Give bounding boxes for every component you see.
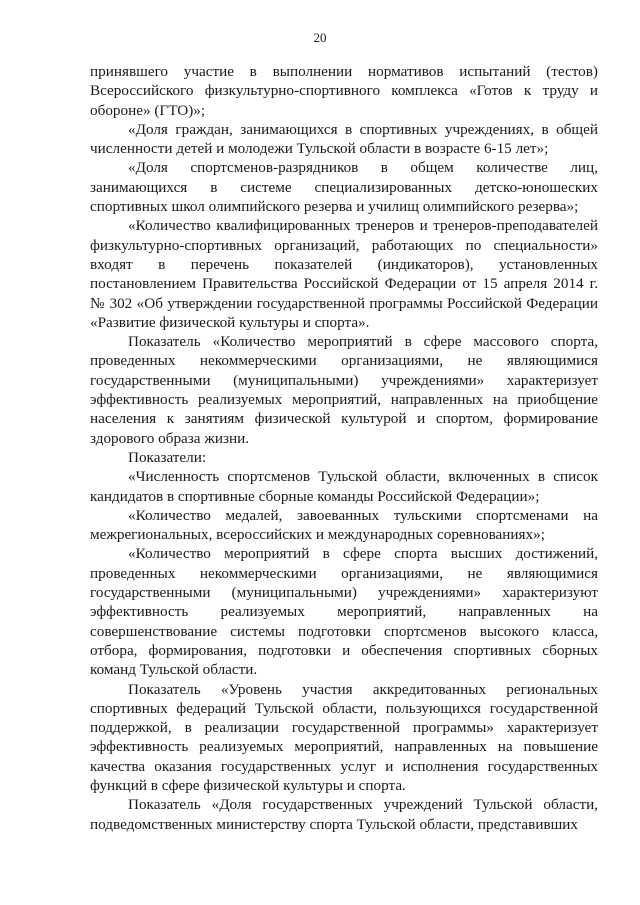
paragraph: «Количество мероприятий в сфере спорта высших достижений, проведенных некоммерческими организациями, не являющимися государственными (муниципальными) учреждениями» характеризуют эффективность реализуемых мероприятий, направленных на совершенствование системы подготовки спортсменов высокого класса, отбора, формирования, подготовки и обеспечения спортивных сборных команд Тульской области. bbox=[90, 545, 598, 679]
document-body bbox=[90, 62, 598, 834]
paragraph: Показатель «Доля государственных учреждений Тульской области, подведомственных министерству спорта Тульской области, представивших bbox=[90, 796, 598, 833]
paragraph-heading: Показатели: bbox=[128, 448, 207, 466]
page-number: 20 bbox=[313, 30, 327, 45]
paragraph: «Количество квалифицированных тренеров и тренеров-преподавателей физкультурно-спортивных организаций, работающих по специальности» входят в перечень показателей (индикаторов), установленных постановлением Правительства Российской Федерации от 15 апреля 2014 г. № 302 «Об утверждении государственной программы Российской Федерации «Развитие физической культуры и спорта». bbox=[90, 217, 598, 331]
paragraph: «Доля граждан, занимающихся в спортивных учреждениях, в общей численности детей и молодежи Тульской области в возрасте 6-15 лет»; bbox=[90, 120, 598, 158]
paragraph-continuation: принявшего участие в выполнении нормативов испытаний (тестов) Всероссийского физкультурно-спортивного комплекса «Готов к труду и обороне» (ГТО)»; bbox=[90, 63, 598, 119]
paragraph: «Количество медалей, завоеванных тульскими спортсменами на межрегиональных, всероссийских и международных соревнованиях»; bbox=[90, 506, 598, 544]
paragraph: Показатель «Количество мероприятий в сфере массового спорта, проведенных некоммерческими организациями, не являющимися государственными (муниципальными) учреждениями» характеризует эффективность реализуемых мероприятий, направленных на приобщение населения к занятиям физической культурой и спортом, формирование здорового образа жизни. bbox=[90, 333, 598, 447]
paragraph: Показатель «Уровень участия аккредитованных региональных спортивных федераций Тульской области, пользующихся государственной поддержкой, в реализации государственной программы» характеризует эффективность реализуемых мероприятий, направленных на повышение качества оказания государственных услуг и исполнения государственных функций в сфере физической культуры и спорта. bbox=[90, 680, 598, 794]
paragraph: «Численность спортсменов Тульской области, включенных в список кандидатов в спортивные сборные команды Российской Федерации»; bbox=[90, 468, 598, 505]
paragraph: «Доля спортсменов-разрядников в общем количестве лиц, занимающихся в системе специализированных детско-юношеских спортивных школ олимпийского резерва и училищ олимпийского резерва»; bbox=[90, 159, 598, 216]
